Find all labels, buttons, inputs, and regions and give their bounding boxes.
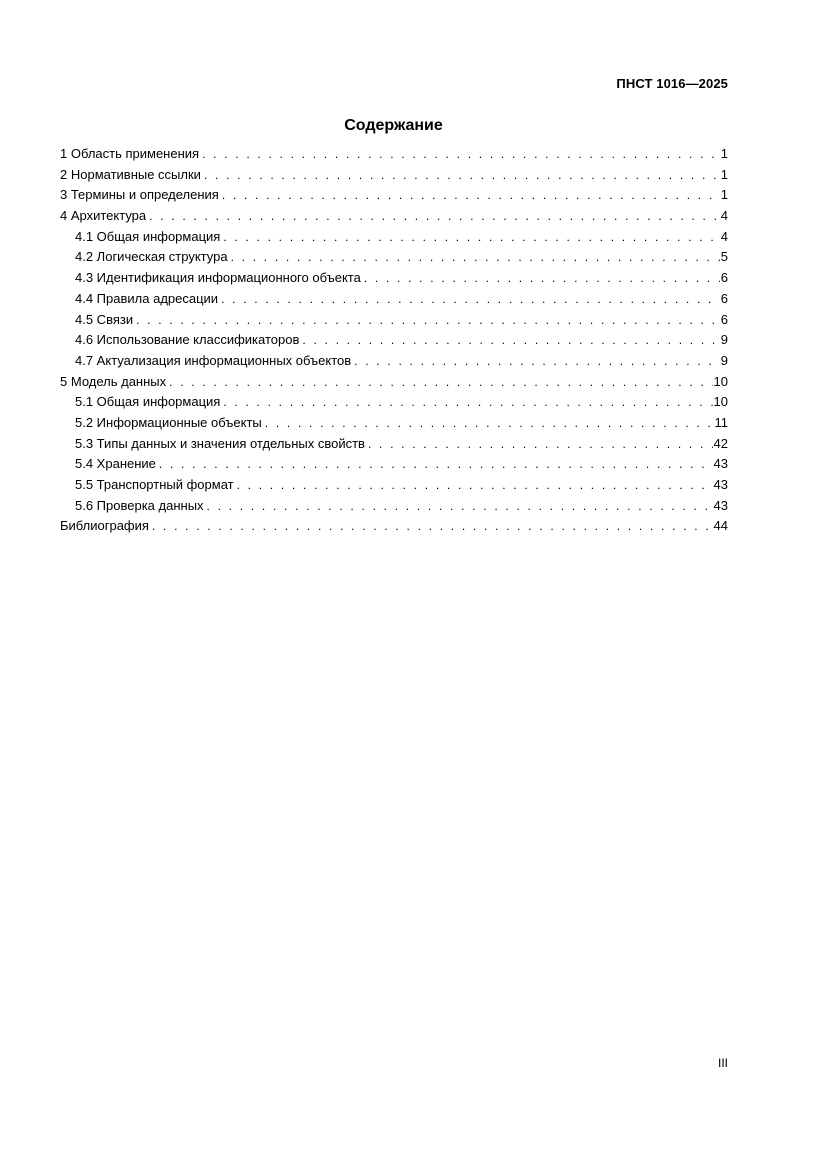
toc-leader-dots xyxy=(354,351,720,372)
toc-entry-label: 5 Модель данных xyxy=(60,373,167,389)
toc-entry-label: 3 Термины и определения xyxy=(60,187,219,203)
toc-leader-dots xyxy=(207,496,713,517)
toc-leader-dots xyxy=(237,475,713,496)
table-of-contents xyxy=(60,144,728,537)
toc-leader-dots xyxy=(223,227,719,248)
page-number: III xyxy=(717,1056,728,1070)
toc-entry-label: 1 Область применения xyxy=(60,146,200,161)
toc-title: Содержание xyxy=(344,117,443,134)
toc-entry-page: 4 xyxy=(720,228,728,244)
toc-entry[interactable] xyxy=(60,144,728,165)
toc-entry[interactable] xyxy=(60,227,728,248)
toc-entry-page: 10 xyxy=(713,394,728,410)
toc-entry-label: 4.7 Актуализация информационных объектов xyxy=(75,352,352,368)
toc-entry-page: 1 xyxy=(720,146,728,161)
toc-entry-label: 5.1 Общая информация xyxy=(75,394,221,410)
toc-leader-dots xyxy=(231,247,720,268)
toc-entry-label: 4.2 Логическая структура xyxy=(75,249,228,265)
toc-entry[interactable] xyxy=(60,434,728,455)
toc-leader-dots xyxy=(223,392,712,413)
toc-entry[interactable] xyxy=(60,454,728,475)
toc-leader-dots xyxy=(159,454,713,475)
toc-entry-page: 44 xyxy=(713,518,728,534)
toc-leader-dots xyxy=(302,330,719,351)
toc-entry[interactable] xyxy=(60,247,728,268)
toc-leader-dots xyxy=(149,206,720,227)
toc-entry-page: 9 xyxy=(720,332,728,348)
toc-entry-label: 5.5 Транспортный формат xyxy=(75,477,234,492)
toc-leader-dots xyxy=(204,165,720,186)
toc-entry[interactable] xyxy=(60,185,728,206)
toc-entry[interactable] xyxy=(60,310,728,331)
toc-entry[interactable] xyxy=(60,351,728,372)
toc-entry[interactable] xyxy=(60,268,728,289)
toc-entry-page: 4 xyxy=(720,208,728,224)
toc-entry-label: 5.3 Типы данных и значения отдельных свойств xyxy=(75,435,365,451)
toc-leader-dots xyxy=(221,289,720,310)
toc-entry-label: 4.5 Связи xyxy=(75,311,134,327)
toc-entry[interactable] xyxy=(60,330,728,351)
toc-entry-page: 1 xyxy=(720,187,728,203)
toc-entry-page: 10 xyxy=(713,373,728,389)
toc-entry-label: 4 Архитектура xyxy=(60,208,147,224)
toc-entry-page: 43 xyxy=(713,456,728,472)
toc-entry-page: 43 xyxy=(713,477,728,492)
toc-entry-page: 9 xyxy=(720,352,728,368)
toc-entry-label: 5.6 Проверка данных xyxy=(75,497,204,513)
toc-entry[interactable] xyxy=(60,289,728,310)
toc-entry-label: 5.2 Информационные объекты xyxy=(75,414,262,430)
toc-leader-dots xyxy=(136,310,720,331)
toc-leader-dots xyxy=(152,516,713,537)
toc-entry[interactable] xyxy=(60,372,728,393)
toc-entry[interactable] xyxy=(60,475,728,496)
toc-leader-dots xyxy=(202,144,720,165)
toc-entry[interactable] xyxy=(60,206,728,227)
toc-entry-page: 6 xyxy=(720,290,728,306)
toc-entry-label: Библиография xyxy=(60,518,149,534)
toc-leader-dots xyxy=(222,185,720,206)
toc-entry-page: 1 xyxy=(720,166,728,182)
toc-entry-page: 11 xyxy=(714,414,728,430)
toc-entry-page: 5 xyxy=(720,249,728,265)
toc-entry[interactable] xyxy=(60,496,728,517)
toc-entry-label: 4.4 Правила адресации xyxy=(75,290,219,306)
toc-leader-dots xyxy=(169,372,712,393)
document-code: ПНСТ 1016—2025 xyxy=(616,76,728,91)
toc-entry-page: 42 xyxy=(713,435,728,451)
toc-entry[interactable] xyxy=(60,413,728,434)
toc-entry[interactable] xyxy=(60,165,728,186)
toc-entry-page: 6 xyxy=(720,311,728,327)
toc-entry-page: 43 xyxy=(713,497,728,513)
toc-entry-label: 4.1 Общая информация xyxy=(75,228,221,244)
toc-entry[interactable] xyxy=(60,516,728,537)
toc-entry-label: 2 Нормативные ссылки xyxy=(60,166,201,182)
toc-entry-label: 4.6 Использование классификаторов xyxy=(75,332,300,348)
toc-leader-dots xyxy=(368,434,713,455)
toc-entry-label: 5.4 Хранение xyxy=(75,456,156,472)
toc-entry-page: 6 xyxy=(720,270,728,286)
toc-entry[interactable] xyxy=(60,392,728,413)
toc-leader-dots xyxy=(364,268,720,289)
toc-leader-dots xyxy=(265,413,714,434)
toc-entry-label: 4.3 Идентификация информационного объекта xyxy=(75,270,361,286)
